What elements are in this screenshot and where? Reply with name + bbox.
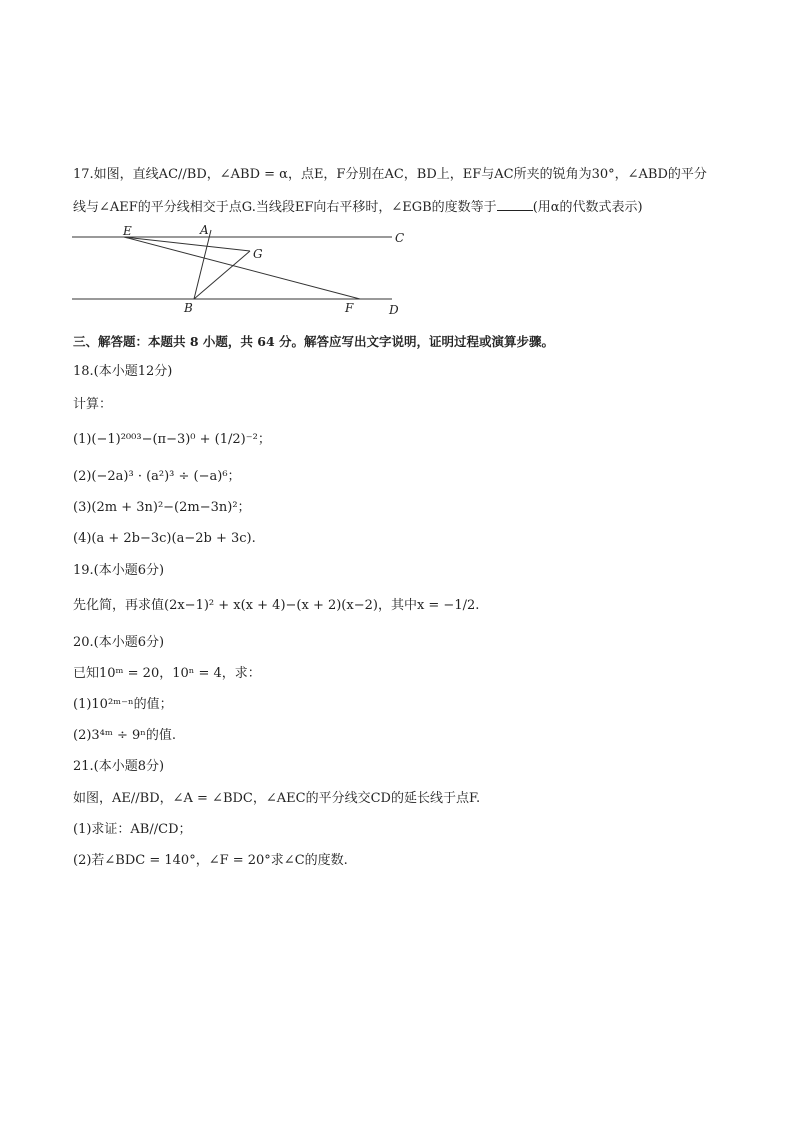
q18-item-3: (3)(2m + 3n)²−(2m−3n)²；	[73, 500, 251, 515]
q18-item-4: (4)(a + 2b−3c)(a−2b + 3c).	[73, 531, 256, 546]
q18-item-1: (1)(−1)²⁰⁰³−(π−3)⁰ + (1/2)⁻²；	[73, 432, 271, 447]
section-3-heading: 三、解答题：本题共 8 小题，共 64 分。解答应写出文字说明，证明过程或演算步骤。	[73, 334, 555, 349]
label-f: F	[345, 301, 354, 315]
answer-blank	[497, 198, 533, 211]
q20-item-2: (2)3⁴ᵐ ÷ 9ⁿ的值.	[73, 728, 177, 743]
label-g: G	[253, 247, 263, 261]
label-b: B	[184, 301, 193, 315]
segment-eg	[124, 237, 250, 251]
q18-item-2: (2)(−2a)³ · (a²)³ ÷ (−a)⁶；	[73, 469, 241, 484]
segment-bg	[194, 251, 250, 299]
segment-ef	[124, 237, 360, 299]
q21-text: 如图，AE//BD，∠A = ∠BDC，∠AEC的平分线交CD的延长线于点F.	[73, 791, 481, 806]
q17-text-line1: 17.如图，直线AC//BD，∠ABD = α，点E，F分别在AC，BD上，EF与AC所夹的锐角为30°，∠ABD的平分	[73, 167, 707, 182]
q21-item-1: (1)求证：AB//CD；	[73, 822, 192, 837]
q20-item-1: (1)10²ᵐ⁻ⁿ的值；	[73, 697, 173, 712]
q17-text-line2-a: 线与∠AEF的平分线相交于点G.当线段EF向右平移时，∠EGB的度数等于	[73, 200, 497, 215]
q20-header: 20.(本小题6分)	[73, 635, 165, 650]
label-a: A	[200, 223, 209, 237]
q17-figure	[60, 220, 420, 320]
segment-ab	[194, 230, 211, 299]
q19-text: 先化简，再求值(2x−1)² + x(x + 4)−(x + 2)(x−2)，其中x = −1/2.	[73, 598, 480, 613]
q21-header: 21.(本小题8分)	[73, 759, 165, 774]
label-e: E	[123, 224, 132, 238]
q19-header: 19.(本小题6分)	[73, 563, 165, 578]
q18-prompt: 计算：	[73, 397, 113, 412]
label-d: D	[389, 303, 399, 317]
q20-given: 已知10ᵐ = 20，10ⁿ = 4，求：	[73, 666, 261, 681]
label-c: C	[395, 231, 405, 245]
q17-text-line2	[73, 198, 723, 217]
q17-text-line2-b: (用α的代数式表示)	[532, 200, 643, 215]
q18-header: 18.(本小题12分)	[73, 364, 173, 379]
q21-item-2: (2)若∠BDC = 140°，∠F = 20°求∠C的度数.	[73, 853, 348, 868]
